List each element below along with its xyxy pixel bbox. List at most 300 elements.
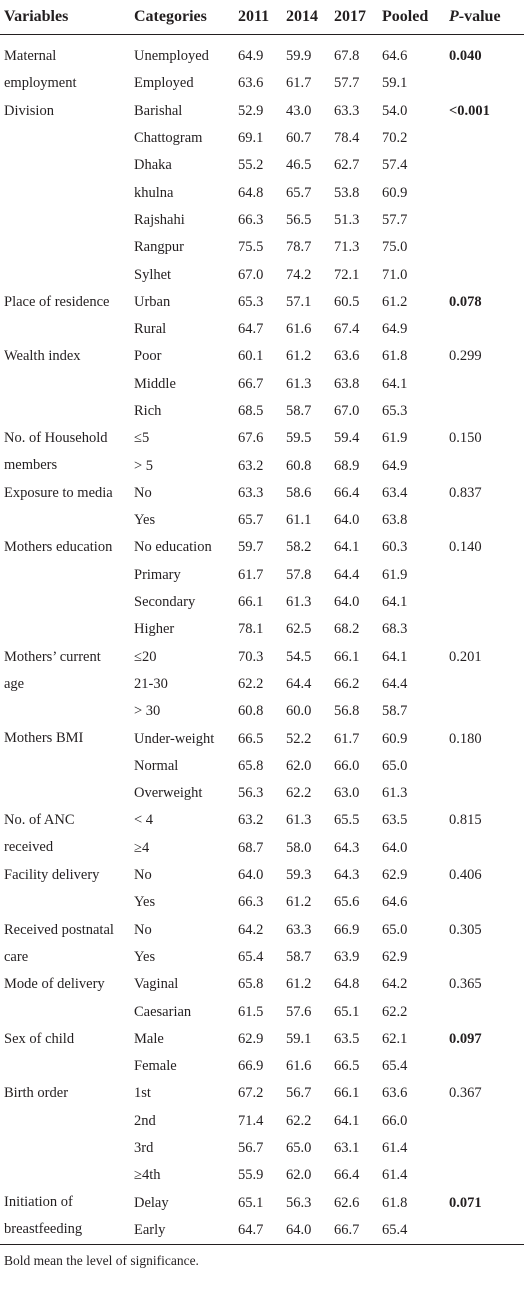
value-2014-cell: 59.5 xyxy=(286,430,312,447)
value-2011-cell: 60.8 xyxy=(238,703,264,720)
header-pvalue-rest: -value xyxy=(458,8,501,25)
value-pooled-cell: 59.1 xyxy=(382,75,408,92)
value-2014-cell: 65.0 xyxy=(286,1140,312,1157)
value-2017-cell: 66.2 xyxy=(334,675,360,692)
value-2017-cell: 56.8 xyxy=(334,703,360,720)
variable-cell xyxy=(0,1080,130,1189)
variable-label-line: Sex of child xyxy=(4,1030,75,1047)
value-2017-cell: 64.1 xyxy=(334,539,360,556)
pvalue-cell xyxy=(445,261,524,288)
pvalue-cell xyxy=(445,152,524,179)
value-2014-cell: 58.2 xyxy=(286,539,312,556)
value-2011-cell: 63.3 xyxy=(238,484,264,501)
pvalue-cell: 0.305 xyxy=(449,921,482,938)
pvalue-cell xyxy=(445,753,524,780)
value-2017-cell: 60.5 xyxy=(334,293,360,310)
value-2014-cell: 56.3 xyxy=(286,1194,312,1211)
value-2017-cell: 64.3 xyxy=(334,867,360,884)
category-cell: Caesarian xyxy=(134,1003,192,1020)
variable-label-line: Mothers’ current xyxy=(4,648,101,665)
table-row xyxy=(0,725,524,752)
value-2017-cell: 62.7 xyxy=(334,157,360,174)
value-pooled-cell: 64.1 xyxy=(382,648,408,665)
value-2017-cell: 71.3 xyxy=(334,239,360,256)
variable-cell xyxy=(0,971,130,1026)
category-cell: Rajshahi xyxy=(134,211,185,228)
pvalue-cell: 0.040 xyxy=(449,48,482,65)
value-2011-cell: 59.7 xyxy=(238,539,264,556)
pvalue-cell xyxy=(445,835,524,862)
variable-label-line: Mothers BMI xyxy=(4,730,84,747)
category-cell: Barishal xyxy=(134,102,183,119)
value-2017-cell: 66.9 xyxy=(334,921,360,938)
variable-cell xyxy=(0,425,130,480)
value-2011-cell: 68.5 xyxy=(238,403,264,419)
category-cell: Rural xyxy=(134,321,167,338)
value-2011-cell: 68.7 xyxy=(238,839,264,856)
value-2017-cell: 63.0 xyxy=(334,785,360,802)
value-pooled-cell: 64.1 xyxy=(382,375,408,392)
value-2014-cell: 58.6 xyxy=(286,484,312,501)
value-pooled-cell: 66.0 xyxy=(382,1112,408,1129)
value-2014-cell: 64.4 xyxy=(286,675,312,692)
pvalue-cell xyxy=(445,207,524,234)
category-cell: Higher xyxy=(134,621,175,638)
value-pooled-cell: 65.0 xyxy=(382,757,408,774)
value-pooled-cell: 62.9 xyxy=(382,948,408,965)
value-2014-cell: 57.6 xyxy=(286,1003,312,1020)
value-2017-cell: 64.4 xyxy=(334,566,360,583)
table-row xyxy=(0,343,524,370)
table-row xyxy=(0,289,524,316)
value-pooled-cell: 65.4 xyxy=(382,1058,408,1075)
category-cell: Dhaka xyxy=(134,157,172,174)
value-2014-cell: 54.5 xyxy=(286,648,312,665)
table-row xyxy=(0,644,524,671)
pvalue-cell xyxy=(445,507,524,534)
category-cell: ≤20 xyxy=(134,648,157,665)
category-cell: No xyxy=(134,484,152,501)
value-2011-cell: 67.2 xyxy=(238,1085,264,1102)
value-2014-cell: 57.8 xyxy=(286,566,312,583)
value-2011-cell: 78.1 xyxy=(238,621,264,638)
value-2011-cell: 61.5 xyxy=(238,1003,264,1020)
value-2017-cell: 65.1 xyxy=(334,1003,360,1020)
variable-label-line: breastfeeding xyxy=(4,1221,83,1238)
value-pooled-cell: 61.3 xyxy=(382,785,408,802)
category-cell: > 30 xyxy=(134,703,161,720)
value-2011-cell: 55.9 xyxy=(238,1167,264,1184)
pvalue-cell: <0.001 xyxy=(449,102,490,119)
table-row xyxy=(0,1080,524,1107)
value-2014-cell: 62.2 xyxy=(286,785,312,802)
variable-cell xyxy=(0,1189,130,1244)
variable-label-line: members xyxy=(4,457,58,474)
value-2017-cell: 64.0 xyxy=(334,512,360,529)
variable-label-line: care xyxy=(4,948,29,965)
value-pooled-cell: 64.2 xyxy=(382,976,408,993)
category-cell: Secondary xyxy=(134,594,196,611)
table-row xyxy=(0,43,524,70)
value-2011-cell: 56.7 xyxy=(238,1140,264,1157)
variable-label-line: Mothers education xyxy=(4,539,113,556)
category-cell: 21-30 xyxy=(134,675,168,692)
value-2014-cell: 61.3 xyxy=(286,594,312,611)
pvalue-cell xyxy=(445,698,524,725)
value-2014-cell: 61.2 xyxy=(286,976,312,993)
variable-cell xyxy=(0,98,130,289)
value-2017-cell: 67.8 xyxy=(334,48,360,65)
variable-label-line: age xyxy=(4,675,25,692)
pvalue-cell: 0.365 xyxy=(449,976,482,993)
pvalue-cell xyxy=(445,1162,524,1189)
value-2014-cell: 63.3 xyxy=(286,921,312,938)
variable-cell xyxy=(0,1026,130,1081)
category-cell: 2nd xyxy=(134,1112,156,1129)
pvalue-cell xyxy=(445,944,524,971)
category-cell: Under-weight xyxy=(134,730,215,747)
value-2011-cell: 55.2 xyxy=(238,157,264,174)
value-2017-cell: 65.6 xyxy=(334,894,360,911)
pvalue-cell xyxy=(445,889,524,916)
table-body xyxy=(0,35,524,1245)
header-spacer-cell xyxy=(0,35,524,44)
table-header xyxy=(0,0,524,35)
value-pooled-cell: 68.3 xyxy=(382,621,408,638)
value-pooled-cell: 64.1 xyxy=(382,594,408,611)
value-pooled-cell: 60.9 xyxy=(382,184,408,201)
value-2017-cell: 53.8 xyxy=(334,184,360,201)
value-pooled-cell: 57.4 xyxy=(382,157,408,174)
value-2011-cell: 64.7 xyxy=(238,321,264,338)
category-cell: Female xyxy=(134,1058,177,1075)
variable-label-line: No. of Household xyxy=(4,430,108,447)
value-2017-cell: 63.5 xyxy=(334,1030,360,1047)
header-row xyxy=(0,0,524,35)
value-2014-cell: 78.7 xyxy=(286,239,312,256)
category-cell: Poor xyxy=(134,348,162,365)
value-2017-cell: 66.7 xyxy=(334,1221,360,1238)
value-2017-cell: 67.4 xyxy=(334,321,360,338)
header-2017: 2017 xyxy=(330,0,378,35)
pvalue-cell xyxy=(445,452,524,479)
variable-label-line: Initiation of xyxy=(4,1194,73,1211)
value-2014-cell: 56.5 xyxy=(286,211,312,228)
value-pooled-cell: 71.0 xyxy=(382,266,408,283)
value-2011-cell: 66.1 xyxy=(238,594,264,611)
value-2011-cell: 64.2 xyxy=(238,921,264,938)
value-2017-cell: 62.6 xyxy=(334,1194,360,1211)
category-cell: > 5 xyxy=(134,457,154,474)
value-2017-cell: 63.1 xyxy=(334,1140,360,1157)
value-2017-cell: 72.1 xyxy=(334,266,360,283)
category-cell: Yes xyxy=(134,948,156,965)
value-pooled-cell: 75.0 xyxy=(382,239,408,256)
value-pooled-cell: 65.3 xyxy=(382,403,408,419)
value-pooled-cell: 62.2 xyxy=(382,1003,408,1020)
variable-cell xyxy=(0,343,130,425)
value-pooled-cell: 63.8 xyxy=(382,512,408,529)
pvalue-cell: 0.078 xyxy=(449,293,482,310)
category-cell: Male xyxy=(134,1030,164,1047)
category-cell: < 4 xyxy=(134,812,154,829)
category-cell: Early xyxy=(134,1221,166,1238)
value-2017-cell: 63.8 xyxy=(334,375,360,392)
table-row xyxy=(0,534,524,561)
value-2011-cell: 71.4 xyxy=(238,1112,264,1129)
value-pooled-cell: 65.0 xyxy=(382,921,408,938)
variable-label-line: Wealth index xyxy=(4,348,81,365)
value-2017-cell: 64.8 xyxy=(334,976,360,993)
category-cell: Rich xyxy=(134,403,162,419)
pvalue-cell: 0.367 xyxy=(449,1085,482,1102)
value-pooled-cell: 64.6 xyxy=(382,48,408,65)
value-2011-cell: 63.6 xyxy=(238,75,264,92)
pvalue-cell xyxy=(445,1217,524,1244)
header-pvalue xyxy=(445,0,524,35)
category-cell: Unemployed xyxy=(134,48,209,65)
value-2017-cell: 63.9 xyxy=(334,948,360,965)
header-variables: Variables xyxy=(0,0,130,35)
table-row xyxy=(0,807,524,834)
variable-label-line: employment xyxy=(4,75,77,91)
value-2011-cell: 70.3 xyxy=(238,648,264,665)
value-2017-cell: 65.5 xyxy=(334,812,360,829)
value-2014-cell: 58.7 xyxy=(286,403,312,419)
value-2011-cell: 62.2 xyxy=(238,675,264,692)
value-2011-cell: 56.3 xyxy=(238,785,264,802)
variable-label-line: Maternal xyxy=(4,48,57,64)
value-2011-cell: 63.2 xyxy=(238,457,264,474)
value-2017-cell: 66.0 xyxy=(334,757,360,774)
value-pooled-cell: 60.9 xyxy=(382,730,408,747)
pvalue-cell: 0.097 xyxy=(449,1030,482,1047)
value-2011-cell: 60.1 xyxy=(238,348,264,365)
value-2011-cell: 66.5 xyxy=(238,730,264,747)
category-cell: Delay xyxy=(134,1194,169,1211)
category-cell: Normal xyxy=(134,757,179,774)
value-2014-cell: 60.0 xyxy=(286,703,312,720)
variable-label-line: Received postnatal xyxy=(4,921,114,938)
pvalue-cell xyxy=(445,616,524,643)
value-pooled-cell: 70.2 xyxy=(382,130,408,147)
value-2017-cell: 66.1 xyxy=(334,1085,360,1102)
value-2014-cell: 61.2 xyxy=(286,894,312,911)
value-pooled-cell: 64.6 xyxy=(382,894,408,911)
value-2017-cell: 59.4 xyxy=(334,430,360,447)
value-pooled-cell: 61.9 xyxy=(382,430,408,447)
variable-cell xyxy=(0,534,130,643)
value-pooled-cell: 57.7 xyxy=(382,211,408,228)
pvalue-cell xyxy=(445,780,524,807)
value-2014-cell: 61.6 xyxy=(286,321,312,338)
value-2014-cell: 64.0 xyxy=(286,1221,312,1238)
value-2011-cell: 66.7 xyxy=(238,375,264,392)
value-2014-cell: 61.1 xyxy=(286,512,312,529)
value-2011-cell: 52.9 xyxy=(238,102,264,119)
table-row xyxy=(0,1026,524,1053)
value-2014-cell: 52.2 xyxy=(286,730,312,747)
variable-label-line: Division xyxy=(4,102,54,119)
variable-cell xyxy=(0,480,130,535)
value-pooled-cell: 62.9 xyxy=(382,867,408,884)
pvalue-cell: 0.201 xyxy=(449,648,482,665)
value-2011-cell: 65.7 xyxy=(238,512,264,529)
value-2017-cell: 64.0 xyxy=(334,594,360,611)
value-2011-cell: 62.9 xyxy=(238,1030,264,1047)
value-2014-cell: 60.7 xyxy=(286,130,312,147)
variable-label-line: Birth order xyxy=(4,1085,69,1102)
category-cell: ≥4 xyxy=(134,839,150,856)
variable-label-line: received xyxy=(4,839,54,856)
pvalue-cell xyxy=(445,998,524,1025)
variable-label-line: Exposure to media xyxy=(4,484,113,501)
value-2011-cell: 75.5 xyxy=(238,239,264,256)
value-2014-cell: 57.1 xyxy=(286,293,312,310)
table-row xyxy=(0,971,524,998)
value-pooled-cell: 54.0 xyxy=(382,102,408,119)
pvalue-cell xyxy=(445,70,524,97)
category-cell: Middle xyxy=(134,375,176,392)
value-2014-cell: 61.3 xyxy=(286,375,312,392)
value-2017-cell: 57.7 xyxy=(334,75,360,92)
category-cell: Employed xyxy=(134,75,194,92)
value-2011-cell: 61.7 xyxy=(238,566,264,583)
category-cell: Yes xyxy=(134,894,156,911)
value-2017-cell: 68.9 xyxy=(334,457,360,474)
pvalue-cell: 0.299 xyxy=(449,348,482,365)
pvalue-cell xyxy=(445,316,524,343)
header-pvalue-italic: P xyxy=(449,8,459,25)
value-2011-cell: 65.3 xyxy=(238,293,264,310)
value-pooled-cell: 61.4 xyxy=(382,1140,408,1157)
variable-cell xyxy=(0,644,130,726)
value-pooled-cell: 64.4 xyxy=(382,675,408,692)
value-2011-cell: 64.9 xyxy=(238,48,264,65)
category-cell: ≥4th xyxy=(134,1167,161,1184)
category-cell: Chattogram xyxy=(134,130,203,147)
value-2014-cell: 43.0 xyxy=(286,102,312,119)
value-pooled-cell: 58.7 xyxy=(382,703,408,720)
pvalue-cell: 0.837 xyxy=(449,484,482,501)
table-row xyxy=(0,1189,524,1216)
value-2011-cell: 65.8 xyxy=(238,976,264,993)
value-2011-cell: 64.8 xyxy=(238,184,264,201)
value-pooled-cell: 64.9 xyxy=(382,457,408,474)
value-2014-cell: 62.5 xyxy=(286,621,312,638)
value-pooled-cell: 61.9 xyxy=(382,566,408,583)
pvalue-cell xyxy=(445,234,524,261)
category-cell: No xyxy=(134,867,152,884)
value-2011-cell: 67.6 xyxy=(238,430,264,447)
category-cell: No xyxy=(134,921,152,938)
variable-cell xyxy=(0,807,130,862)
pvalue-cell xyxy=(445,1108,524,1135)
value-pooled-cell: 64.0 xyxy=(382,839,408,856)
value-2011-cell: 65.1 xyxy=(238,1194,264,1211)
category-cell: 1st xyxy=(134,1085,151,1102)
value-2014-cell: 59.1 xyxy=(286,1030,312,1047)
value-2014-cell: 62.0 xyxy=(286,757,312,774)
variable-cell xyxy=(0,862,130,917)
variable-cell xyxy=(0,43,130,98)
category-cell: Overweight xyxy=(134,785,203,802)
category-cell: No education xyxy=(134,539,212,556)
header-2014: 2014 xyxy=(282,0,330,35)
table-row xyxy=(0,917,524,944)
value-2011-cell: 69.1 xyxy=(238,130,264,147)
variable-label-line: No. of ANC xyxy=(4,812,75,829)
table-row xyxy=(0,862,524,889)
value-pooled-cell: 63.5 xyxy=(382,812,408,829)
pvalue-cell: 0.180 xyxy=(449,730,482,747)
header-categories: Categories xyxy=(130,0,234,35)
category-cell: Urban xyxy=(134,293,171,310)
value-2017-cell: 64.1 xyxy=(334,1112,360,1129)
pvalue-cell: 0.140 xyxy=(449,539,482,556)
table-row xyxy=(0,480,524,507)
value-2011-cell: 66.3 xyxy=(238,894,264,911)
value-2014-cell: 46.5 xyxy=(286,157,312,174)
header-spacer-row xyxy=(0,35,524,44)
value-2017-cell: 64.3 xyxy=(334,839,360,856)
header-pooled: Pooled xyxy=(378,0,445,35)
pvalue-cell xyxy=(445,589,524,616)
value-2014-cell: 60.8 xyxy=(286,457,312,474)
value-2017-cell: 66.4 xyxy=(334,484,360,501)
footnote: Bold mean the level of significance. xyxy=(4,1253,199,1269)
value-2014-cell: 61.3 xyxy=(286,812,312,829)
category-cell: 3rd xyxy=(134,1140,154,1157)
value-pooled-cell: 61.2 xyxy=(382,293,408,310)
value-pooled-cell: 64.9 xyxy=(382,321,408,338)
pvalue-cell xyxy=(445,371,524,398)
value-pooled-cell: 61.8 xyxy=(382,1194,408,1211)
pvalue-cell xyxy=(445,398,524,425)
value-2017-cell: 61.7 xyxy=(334,730,360,747)
value-2017-cell: 68.2 xyxy=(334,621,360,638)
category-cell: ≤5 xyxy=(134,430,150,447)
value-2014-cell: 74.2 xyxy=(286,266,312,283)
pvalue-cell xyxy=(445,125,524,152)
value-2014-cell: 58.7 xyxy=(286,948,312,965)
value-2011-cell: 65.4 xyxy=(238,948,264,965)
value-2014-cell: 61.6 xyxy=(286,1058,312,1075)
pvalue-cell: 0.071 xyxy=(449,1194,482,1211)
value-2014-cell: 62.0 xyxy=(286,1167,312,1184)
value-2017-cell: 78.4 xyxy=(334,130,360,147)
pvalue-cell xyxy=(445,1053,524,1080)
category-cell: Vaginal xyxy=(134,976,179,993)
value-2014-cell: 61.7 xyxy=(286,75,312,92)
category-cell: Sylhet xyxy=(134,266,172,283)
value-2017-cell: 66.5 xyxy=(334,1058,360,1075)
pvalue-cell: 0.150 xyxy=(449,430,482,447)
pvalue-cell: 0.406 xyxy=(449,867,482,884)
value-pooled-cell: 60.3 xyxy=(382,539,408,556)
value-2014-cell: 61.2 xyxy=(286,348,312,365)
value-pooled-cell: 61.8 xyxy=(382,348,408,365)
value-pooled-cell: 61.4 xyxy=(382,1167,408,1184)
category-cell: Primary xyxy=(134,566,181,583)
pvalue-cell xyxy=(445,179,524,206)
variable-cell xyxy=(0,725,130,807)
category-cell: khulna xyxy=(134,184,174,201)
pvalue-cell xyxy=(445,671,524,698)
value-2011-cell: 66.9 xyxy=(238,1058,264,1075)
value-2017-cell: 63.3 xyxy=(334,102,360,119)
table-row xyxy=(0,98,524,125)
